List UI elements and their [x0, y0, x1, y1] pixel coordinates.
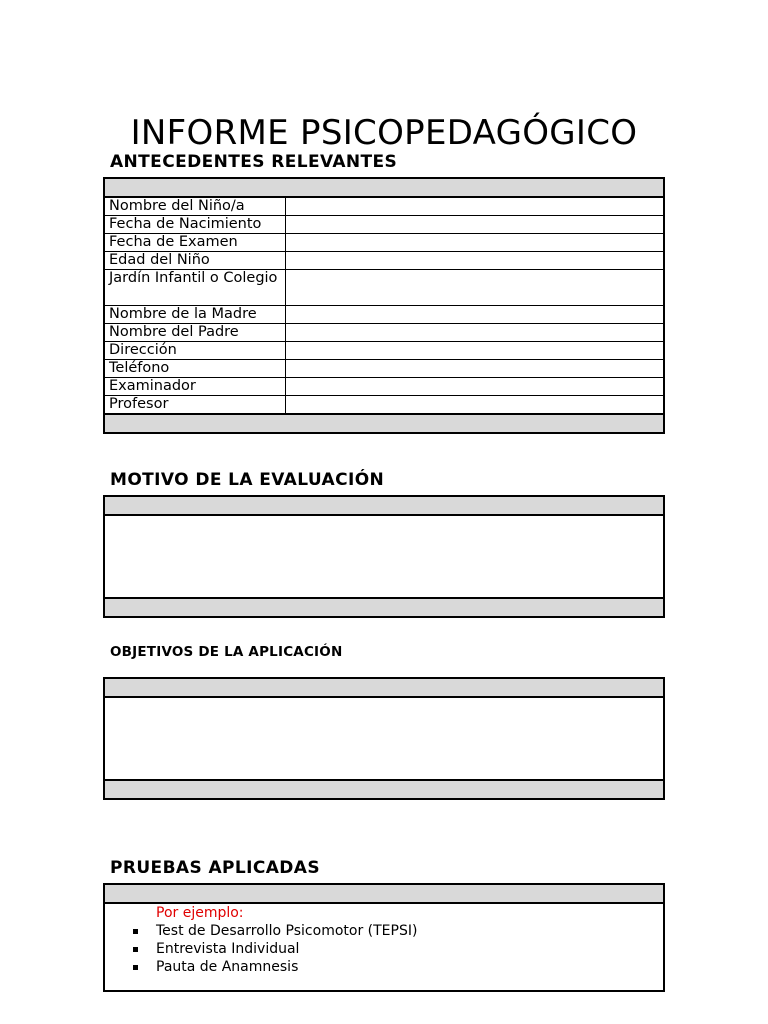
objetivos-bottom-bar — [105, 779, 663, 798]
field-row-jardin-colegio — [105, 270, 663, 306]
field-label: Edad del Niño — [105, 252, 286, 270]
field-value[interactable] — [286, 216, 664, 234]
example-note: Por ejemplo: — [156, 905, 244, 921]
objetivos-box — [103, 677, 665, 800]
pruebas-box — [103, 883, 665, 992]
field-label: Nombre de la Madre — [105, 306, 286, 324]
field-value[interactable] — [286, 306, 664, 324]
list-item — [105, 940, 663, 958]
field-row-direccion — [105, 342, 663, 360]
antecedentes-bottom-bar — [105, 413, 663, 432]
antecedentes-table — [103, 177, 665, 434]
field-value[interactable] — [286, 198, 664, 216]
field-label: Teléfono — [105, 360, 286, 378]
field-label: Examinador — [105, 378, 286, 396]
objetivos-top-bar — [105, 679, 663, 698]
list-item — [105, 958, 663, 976]
field-row-nombre-padre — [105, 324, 663, 342]
square-bullet-icon — [133, 947, 138, 952]
field-row-fecha-nacimiento — [105, 216, 663, 234]
field-label: Nombre del Niño/a — [105, 198, 286, 216]
field-value[interactable] — [286, 252, 664, 270]
field-value[interactable] — [286, 342, 664, 360]
list-item-text: Pauta de Anamnesis — [156, 959, 299, 975]
field-row-edad — [105, 252, 663, 270]
antecedentes-top-bar — [105, 179, 663, 198]
pruebas-content — [105, 904, 663, 990]
field-value[interactable] — [286, 234, 664, 252]
field-row-nombre-nino — [105, 198, 663, 216]
motivo-box — [103, 495, 665, 618]
motivo-content-area[interactable] — [105, 516, 663, 597]
field-row-fecha-examen — [105, 234, 663, 252]
motivo-bottom-bar — [105, 597, 663, 616]
field-row-nombre-madre — [105, 306, 663, 324]
field-label: Fecha de Examen — [105, 234, 286, 252]
field-value[interactable] — [286, 378, 664, 396]
field-row-examinador — [105, 378, 663, 396]
field-value[interactable] — [286, 396, 664, 414]
square-bullet-icon — [133, 929, 138, 934]
field-row-telefono — [105, 360, 663, 378]
antecedentes-heading: ANTECEDENTES RELEVANTES — [110, 152, 398, 172]
field-row-profesor — [105, 396, 663, 414]
objetivos-content-area[interactable] — [105, 698, 663, 779]
pruebas-heading: PRUEBAS APLICADAS — [110, 858, 320, 878]
pruebas-top-bar — [105, 885, 663, 904]
field-value[interactable] — [286, 360, 664, 378]
document-title: INFORME PSICOPEDAGÓGICO — [130, 112, 638, 153]
square-bullet-icon — [133, 965, 138, 970]
field-label: Fecha de Nacimiento — [105, 216, 286, 234]
field-value[interactable] — [286, 324, 664, 342]
list-item-text: Test de Desarrollo Psicomotor (TEPSI) — [156, 923, 418, 939]
motivo-heading: MOTIVO DE LA EVALUACIÓN — [110, 470, 385, 490]
list-item — [105, 922, 663, 940]
field-label: Jardín Infantil o Colegio — [105, 270, 286, 306]
field-label: Nombre del Padre — [105, 324, 286, 342]
list-item-text: Entrevista Individual — [156, 941, 300, 957]
field-value[interactable] — [286, 270, 664, 306]
field-label: Dirección — [105, 342, 286, 360]
antecedentes-fields — [105, 198, 663, 413]
motivo-top-bar — [105, 497, 663, 516]
field-label: Profesor — [105, 396, 286, 414]
pruebas-list — [105, 922, 663, 976]
objetivos-heading: OBJETIVOS DE LA APLICACIÓN — [110, 644, 343, 660]
